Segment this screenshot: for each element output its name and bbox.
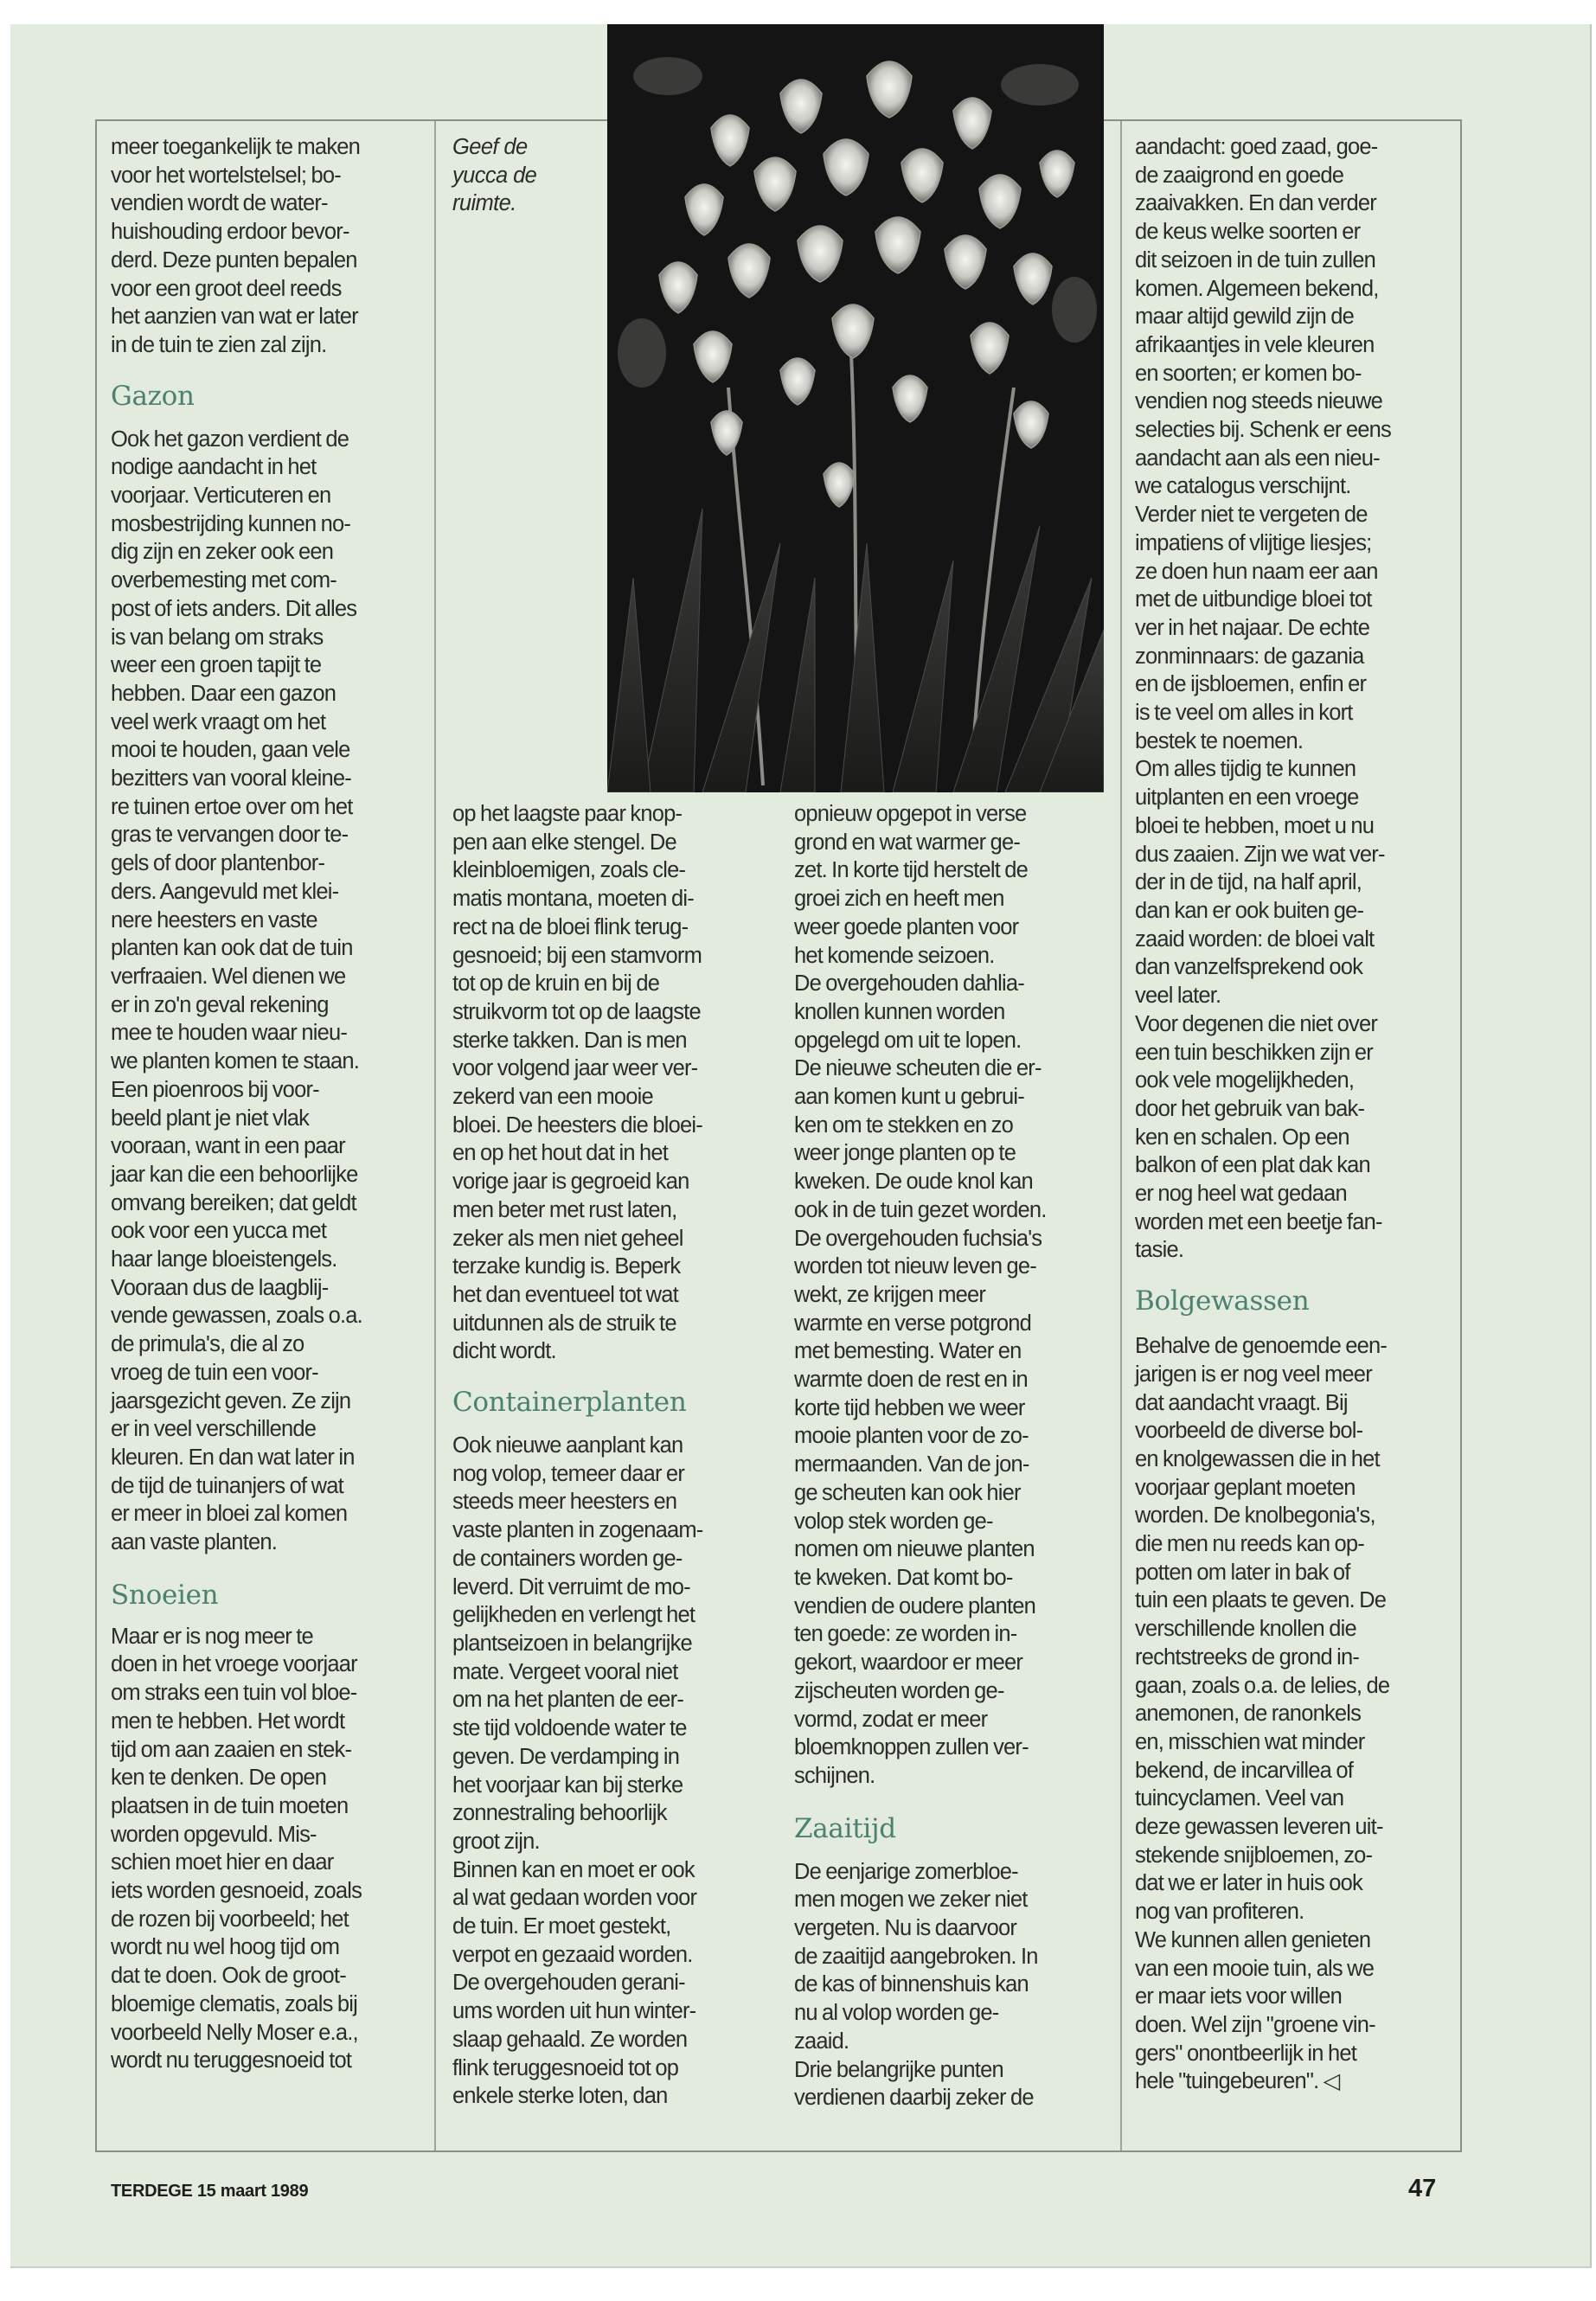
- section-heading-snoeien: Snoeien: [111, 1579, 219, 1611]
- section-heading-bolgewassen: Bolgewassen: [1135, 1285, 1310, 1317]
- column-rule: [434, 121, 436, 2150]
- column-rule: [1120, 121, 1122, 2150]
- column-2: [452, 800, 777, 2111]
- paragraph: De eenjarige zomerbloe- men mogen we zeker niet vergeten. Nu is daarvoor de zaaitijd aangebroken. In de kas of binnenshuis kan nu al volop worden ge- zaaid. Drie belangrijke punten verdienen daarbij zeker de: [794, 1859, 1038, 2111]
- paragraph: aandacht: goed zaad, goe- de zaaigrond en goede zaaivakken. En dan verder de keus welke soorten er dit seizoen in de tuin zullen komen. Algemeen bekend, maar altijd gewild zijn de afrikaantjes in vele kleuren en soorten; er komen bo- vendien nog steeds nieuwe selecties bij. Schenk er eens aandacht aan als een nieu- we catalogus verschijnt. Verder niet te vergeten de impatiens of vlijtige liesjes; ze doen hun naam eer aan met de uitbundige bloei tot ver in het najaar. De echte zonminnaars: de gazania en de ijsbloemen, enfin er is te veel om alles in kort bestek te noemen. Om alles tijdig te kunnen uitplanten en een vroege bloei te hebben, moet u nu dus zaaien. Zijn we wat ver- der in de tijd, na half april, dan kan er ook buiten ge- zaaid worden: de bloei valt dan vanzelfsprekend ook veel later. Voor degenen die niet over een tuin beschikken zijn er ook vele mogelijkheden, door het gebruik van bak- ken en schalen. Op een balkon of een plat dak kan er nog heel wat gedaan worden met een beetje fan- tasie.: [1135, 135, 1391, 1263]
- section-heading-containerplanten: Containerplanten: [452, 1387, 687, 1419]
- section-heading-gazon: Gazon: [111, 380, 195, 412]
- page-number: 47: [1408, 2175, 1437, 2202]
- paragraph: meer toegankelijk te maken voor het wortelstelsel; bo- vendien wordt de water- huishouding erdoor bevor- derd. Deze punten bepalen voor een groot deel reeds het aanzien van wat er later in de tuin te zien zal zijn.: [111, 135, 361, 357]
- paragraph: Ook het gazon verdient de nodige aandacht in het voorjaar. Verticuteren en mosbestrijding kunnen no- dig zijn en zeker ook een overbemesting met com- post of iets anders. Dit alles is van belang om straks weer een groen tapijt te hebben. Daar een gazon veel werk vraagt om het mooi te houden, gaan vele bezitters van vooral kleine- re tuinen ertoe over om het gras te vervangen door te- gels of door plantenbor- ders. Aangevuld met klei- nere heesters en vaste planten kan ook dat de tuin verfraaien. Wel dienen we er in zo'n geval rekening mee te houden waar nieu- we planten komen te staan. Een pioenroos bij voor- beeld plant je niet vlak vooraan, want in een paar jaar kan die een behoorlijke omvang bereiken; dat geldt ook voor een yucca met haar lange bloeistengels. Vooraan dus de laagblij- vende gewassen, zoals o.a. de primula's, die al zo vroeg de tuin een voor- jaarsgezicht geven. Ze zijn er in veel verschillende kleuren. En dan wat later in de tijd de tuinanjers of wat er meer in bloei zal komen aan vaste planten.: [111, 426, 362, 1555]
- photo-caption: Geef de yucca de ruimte.: [452, 135, 537, 215]
- magazine-issue: TERDEGE 15 maart 1989: [111, 2182, 309, 2201]
- paragraph: Ook nieuwe aanplant kan nog volop, temeer daar er steeds meer heesters en vaste planten in zogenaam- de containers worden ge- leverd. Dit verruimt de mo- gelijkheden en verlengt het plantseizoen in belangrijke mate. Vergeet vooral niet om na het planten de eer- ste tijd voldoende water te geven. De verdamping in het voorjaar kan bij sterke zonnestraling behoorlijk groot zijn. Binnen kan en moet er ook al wat gedaan worden voor de tuin. Er moet gestekt, verpot en gezaaid worden. De overgehouden gerani- ums worden uit hun winter- slaap gehaald. Ze worden flink teruggesnoeid tot op enkele sterke loten, dan: [452, 1433, 703, 2109]
- column-4: [1135, 133, 1455, 2096]
- column-3: [794, 800, 1118, 2112]
- paragraph: op het laagste paar knop- pen aan elke stengel. De kleinbloemigen, zoals cle- matis montana, moeten di- rect na de bloei flink terug- gesnoeid; bij een stamvorm tot op de kruin en bij de struikvorm tot op de laagste sterke takken. Dan is men voor volgend jaar weer ver- zekerd van een mooie bloei. De heesters die bloei- en op het hout dat in het vorige jaar is gegroeid kan men beter met rust laten, zeker als men niet geheel terzake kundig is. Beperk het dan eventueel tot wat uitdunnen als de struik te dicht wordt.: [452, 802, 702, 1364]
- section-heading-zaaitijd: Zaaitijd: [794, 1812, 896, 1844]
- yucca-photo: [607, 24, 1104, 792]
- paragraph: Behalve de genoemde een- jarigen is er nog veel meer dat aandacht vraagt. Bij voorbeeld de diverse bol- en knolgewassen die in het voorjaar geplant moeten worden. De knolbegonia's, die men nu reeds kan op- potten om later in bak of tuin een plaats te geven. De verschillende knollen die rechtstreeks de grond in- gaan, zoals o.a. de lelies, de anemonen, de ranonkels en, misschien wat minder bekend, de incarvillea of tuincyclamen. Veel van deze gewassen leveren uit- stekende snijbloemen, zo- dat we er later in huis ook nog van profiteren. We kunnen allen genieten van een mooie tuin, als we er maar iets voor willen doen. Wel zijn "groene vin- gers" onontbeerlijk in het hele "tuingebeuren". ◁: [1135, 1334, 1390, 2094]
- paragraph: Maar er is nog meer te doen in het vroege voorjaar om straks een tuin vol bloe- men te hebben. Het wordt tijd om aan zaaien en stek- ken te denken. De open plaatsen in de tuin moeten worden opgevuld. Mis- schien moet hier en daar iets worden gesnoeid, zoals de rozen bij voorbeeld; het wordt nu wel hoog tijd om dat te doen. Ook de groot- bloemige clematis, zoals bij voorbeeld Nelly Moser e.a., wordt nu teruggesnoeid tot: [111, 1624, 362, 2073]
- yucca-photo-image: [607, 24, 1104, 792]
- paragraph: opnieuw opgepot in verse grond en wat warmer ge- zet. In korte tijd herstelt de groei zich en heeft men weer goede planten voor het komende seizoen. De overgehouden dahlia- knollen kunnen worden opgelegd om uit te lopen. De nieuwe scheuten die er- aan komen kunt u gebrui- ken om te stekken en zo weer jonge planten op te kweken. De oude knol kan ook in de tuin gezet worden. De overgehouden fuchsia's worden tot nieuw leven ge- wekt, ze krijgen meer warmte en verse potgrond met bemesting. Water en warmte doen de rest en in korte tijd hebben we weer mooie planten voor de zo- mermaanden. Van de jon- ge scheuten kan ook hier volop stek worden ge- nomen om nieuwe planten te kweken. Dat komt bo- vendien de oudere planten ten goede: ze worden in- gekort, waardoor er meer zijscheuten worden ge- vormd, zodat er meer bloemknoppen zullen ver- schijnen.: [794, 802, 1047, 1788]
- column-1: [111, 133, 422, 2075]
